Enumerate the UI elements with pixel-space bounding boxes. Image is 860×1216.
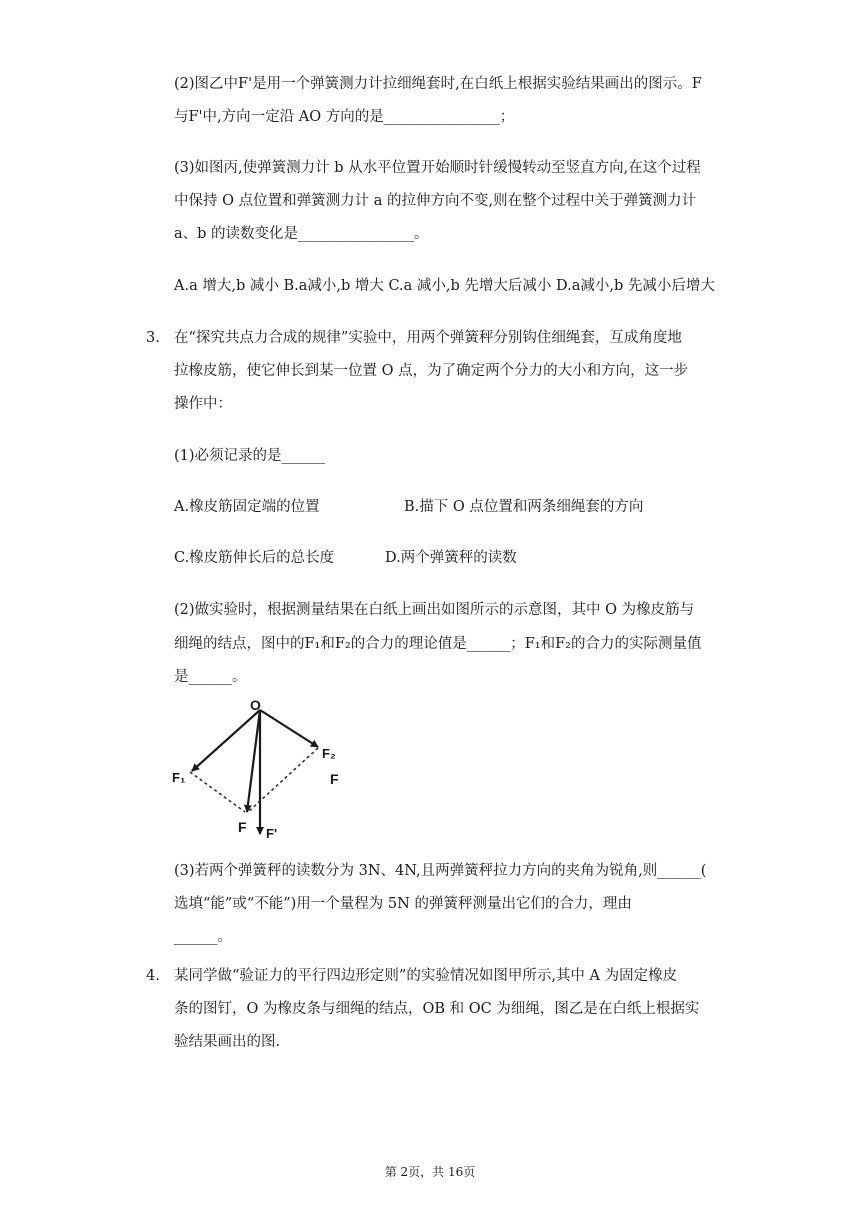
- f-resultant-arrow: [247, 710, 260, 812]
- q3-part2-line1: (2)做实验时，根据测量结果在白纸上画出如图所示的示意图，其中 O 为橡皮筋与: [174, 602, 695, 618]
- q3-part3-line2: 选填“能”或“不能”)用一个量程为 5N 的弹簧秤测量出它们的合力，理由: [174, 896, 632, 912]
- question-number-4: 4.: [146, 968, 160, 984]
- question-number-3: 3.: [146, 330, 160, 346]
- dashed-side-f2-to-f: [248, 748, 318, 812]
- f2-arrow: [260, 710, 318, 747]
- q3-option-d: D.两个弹簧秤的读数: [385, 550, 517, 566]
- q4-stem-line3: 验结果画出的图.: [174, 1034, 281, 1050]
- q3-part2-line3: 是______。: [174, 669, 247, 685]
- q3-stem-line3: 操作中：: [174, 396, 232, 412]
- q2-part3-line3: a、b 的读数变化是________________。: [174, 226, 429, 242]
- f1-arrow: [192, 710, 260, 771]
- q3-part2-line2: 细绳的结点，图中的F₁和F₂的合力的理论值是______；F₁和F₂的合力的实际测量值: [174, 636, 702, 652]
- label-o: O: [250, 697, 261, 713]
- label-f2: F₂: [322, 746, 336, 761]
- label-f-side: F: [330, 771, 339, 787]
- q3-part3-line3: ______。: [174, 929, 232, 945]
- q2-part2-line2: 与F'中,方向一定沿 AO 方向的是________________；: [174, 109, 515, 125]
- page-footer: 第 2页，共 16页: [384, 1165, 476, 1179]
- q3-option-a: A.橡皮筋固定端的位置: [174, 499, 320, 515]
- q3-option-b: B.描下 O 点位置和两条细绳套的方向: [404, 499, 644, 515]
- q3-option-c: C.橡皮筋伸长后的总长度: [174, 550, 335, 566]
- q3-part3-line1: (3)若两个弹簧秤的读数分为 3N、4N,且两弹簧秤拉力方向的夹角为锐角,则______(: [174, 863, 707, 879]
- q2-part2-line1: (2)图乙中F'是用一个弹簧测力计拉细绳套时,在白纸上根据实验结果画出的图示。F: [174, 76, 702, 92]
- label-f-bottom: F: [238, 819, 247, 835]
- q4-stem-line2: 条的图钉，O 为橡皮条与细绳的结点，OB 和 OC 为细绳，图乙是在白纸上根据实: [174, 1001, 700, 1017]
- q2-part3-line1: (3)如图丙,使弹簧测力计 b 从水平位置开始顺时针缓慢转动至竖直方向,在这个过程: [174, 160, 701, 176]
- dashed-side-f1-to-f: [190, 772, 245, 812]
- q3-stem-line2: 拉橡皮筋，使它伸长到某一位置 O 点，为了确定两个分力的大小和方向，这一步: [174, 363, 689, 379]
- force-parallelogram-diagram: [168, 696, 358, 846]
- q2-options: A.a 增大,b 减小 B.a减小,b 增大 C.a 减小,b 先增大后减小 D.a减小,b 先减小后增大: [174, 278, 715, 294]
- q3-part1: (1)必须记录的是______: [174, 448, 326, 464]
- label-f1: F₁: [172, 770, 186, 785]
- label-f-prime: F': [266, 826, 278, 841]
- q4-stem-line1: 某同学做“验证力的平行四边形定则”的实验情况如图甲所示,其中 A 为固定橡皮: [174, 968, 678, 984]
- q2-part3-line2: 中保持 O 点位置和弹簧测力计 a 的拉伸方向不变,则在整个过程中关于弹簧测力计: [174, 193, 697, 209]
- q3-stem-line1: 在“探究共点力合成的规律”实验中，用两个弹簧秤分别钩住细绳套，互成角度地: [174, 330, 682, 346]
